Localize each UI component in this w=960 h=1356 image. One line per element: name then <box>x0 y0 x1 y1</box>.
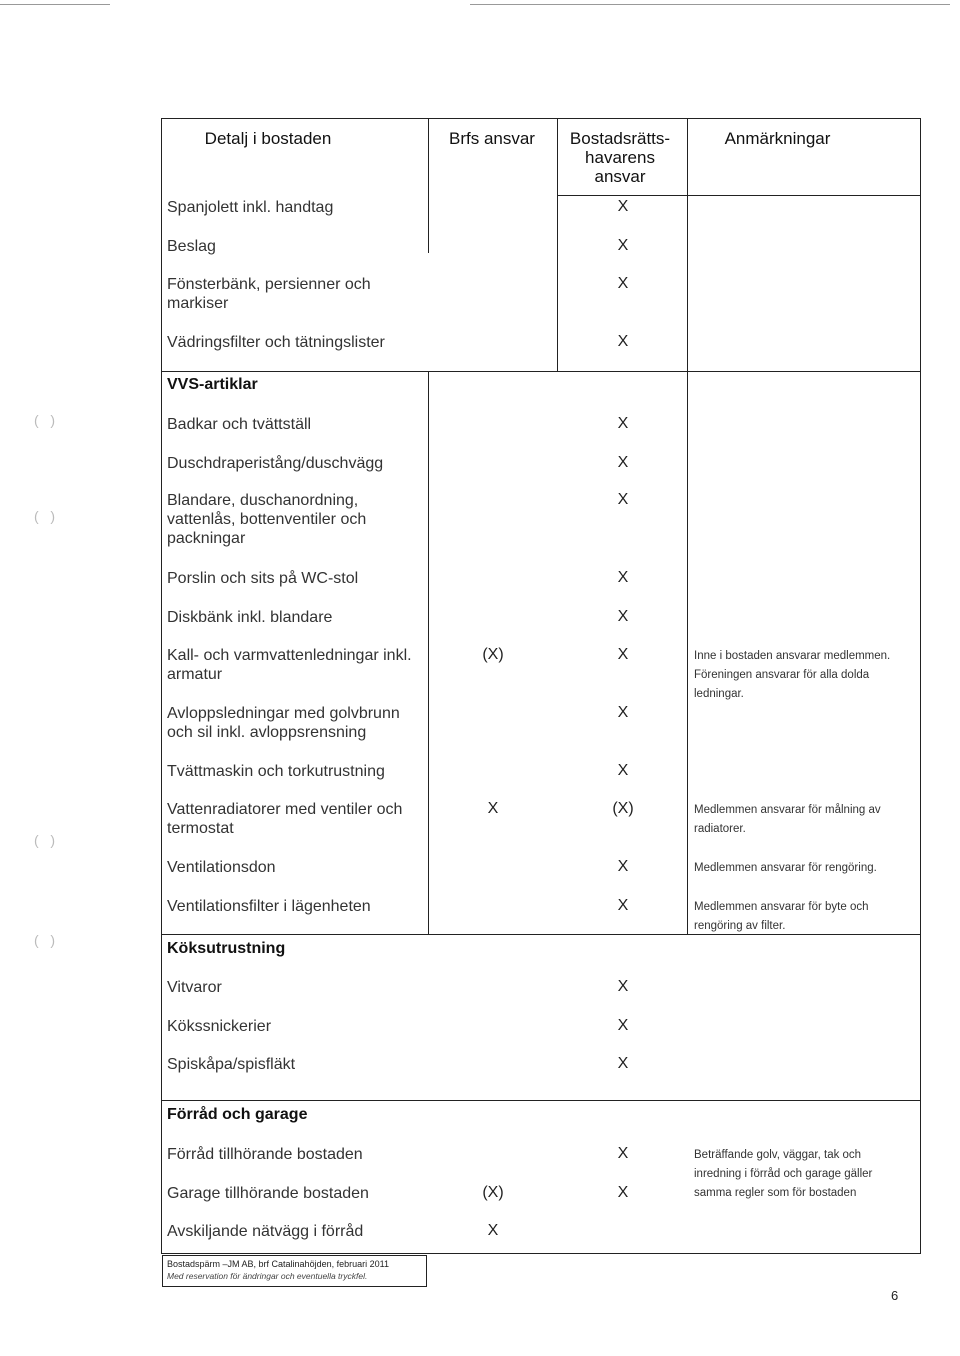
holder-mark: X <box>617 978 629 995</box>
margin-mark: ( ) <box>34 932 55 948</box>
holder-mark: X <box>617 897 629 914</box>
footer-line: Bostadspärm –JM AB, brf Catalinahöjden, februari 2011 <box>167 1259 389 1269</box>
holder-mark: X <box>617 762 629 779</box>
row-label: Vitvaror <box>167 979 222 996</box>
row-note: Medlemmen ansvarar för rengöring. <box>694 862 877 874</box>
holder-mark: X <box>617 491 629 508</box>
row-label: Ventilationsdon <box>167 859 276 876</box>
row-label: Garage tillhörande bostaden <box>167 1185 369 1202</box>
margin-mark: ( ) <box>34 832 55 848</box>
column-divider <box>428 372 429 934</box>
header-detail: Detalj i bostaden <box>204 129 332 148</box>
holder-mark: X <box>617 1145 629 1162</box>
row-label: Duschdraperistång/duschvägg <box>167 455 384 472</box>
holder-mark: X <box>617 608 629 625</box>
holder-mark: X <box>617 569 629 586</box>
row-label: Spiskåpa/spisfläkt <box>167 1056 296 1073</box>
footer-disclaimer: Med reservation för ändringar och eventuella tryckfel. <box>167 1271 368 1281</box>
holder-mark: X <box>617 415 629 432</box>
holder-mark: X <box>617 1055 629 1072</box>
brf-mark: (X) <box>482 1184 504 1201</box>
holder-mark: X <box>617 646 629 663</box>
header-notes: Anmärkningar <box>724 129 831 148</box>
column-divider <box>428 119 429 253</box>
holder-mark: X <box>617 704 629 721</box>
row-label: Vädringsfilter och tätningslister <box>167 334 385 351</box>
row-label: Avloppsledningar med golvbrunn och sil inkl. avloppsrensning <box>167 705 400 741</box>
row-label: Blandare, duschanordning, vattenlås, bottenventiler och packningar <box>167 492 367 547</box>
row-label: Kall- och varmvattenledningar inkl. armatur <box>167 647 412 683</box>
margin-mark: ( ) <box>34 412 55 428</box>
holder-mark: X <box>617 454 629 471</box>
brf-mark: (X) <box>482 646 504 663</box>
brf-mark: X <box>487 800 499 817</box>
row-label: Avskiljande nätvägg i förråd <box>167 1223 364 1240</box>
holder-mark: X <box>617 237 629 254</box>
holder-mark: X <box>617 1017 629 1034</box>
row-label: Förråd tillhörande bostaden <box>167 1146 363 1163</box>
column-divider <box>687 119 688 934</box>
section-title-kitchen: Köksutrustning <box>167 940 286 957</box>
row-label: Badkar och tvättställ <box>167 416 312 433</box>
page-number: 6 <box>891 1288 899 1303</box>
header-divider <box>557 195 920 196</box>
holder-mark: X <box>617 333 629 350</box>
footer-box <box>162 1255 427 1287</box>
row-label: Ventilationsfilter i lägenheten <box>167 898 371 915</box>
section-divider <box>161 371 921 372</box>
section-title-storage: Förråd och garage <box>167 1106 308 1123</box>
header-holder: Bostadsrätts- havarens ansvar <box>569 129 671 186</box>
column-divider <box>557 119 558 371</box>
row-note: Inne i bostaden ansvarar medlemmen. Föreningen ansvarar för alla dolda ledningar. <box>694 650 891 700</box>
row-label: Porslin och sits på WC-stol <box>167 570 359 587</box>
section-divider <box>161 1100 921 1101</box>
row-label: Tvättmaskin och torkutrustning <box>167 763 385 780</box>
holder-mark: X <box>617 198 629 215</box>
row-label: Spanjolett inkl. handtag <box>167 199 334 216</box>
row-label: Vattenradiatorer med ventiler och termostat <box>167 801 403 837</box>
section-title-vvs: VVS-artiklar <box>167 376 258 393</box>
holder-mark: X <box>617 1184 629 1201</box>
holder-mark: X <box>617 858 629 875</box>
row-label: Beslag <box>167 238 216 255</box>
scan-artifact-line <box>0 4 110 5</box>
row-note: Medlemmen ansvarar för målning av radiatorer. <box>694 804 881 835</box>
margin-mark: ( ) <box>34 508 55 524</box>
row-note: Medlemmen ansvarar för byte och rengöring av filter. <box>694 901 869 932</box>
brf-mark: X <box>487 1222 499 1239</box>
holder-mark: X <box>617 275 629 292</box>
row-label: Kökssnickerier <box>167 1018 272 1035</box>
row-note: Beträffande golv, väggar, tak och inredning i förråd och garage gäller samma regler som för bostaden <box>694 1149 873 1199</box>
row-label: Fönsterbänk, persienner och markiser <box>167 276 371 312</box>
row-label: Diskbänk inkl. blandare <box>167 609 333 626</box>
scan-artifact-line <box>470 4 950 5</box>
header-brf: Brfs ansvar <box>449 129 535 148</box>
holder-mark: (X) <box>612 800 634 817</box>
